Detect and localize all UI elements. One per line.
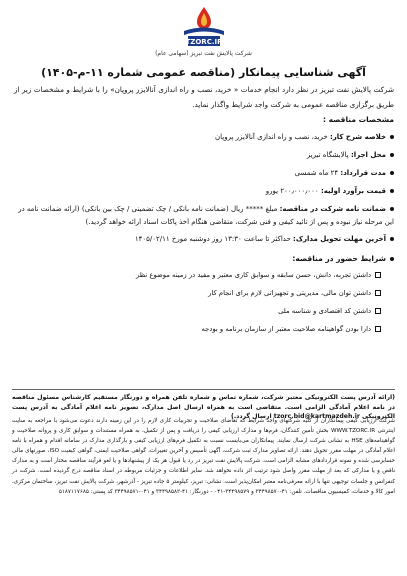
bullet-icon bbox=[390, 207, 394, 211]
conditions-heading: شرایط حضور در مناقصه: bbox=[292, 254, 394, 263]
checkbox-icon bbox=[375, 308, 381, 314]
spec-item-estimate: قیمت برآورد اولیه: ۲۰۰٫۰۰۰٫۰۰۰ یورو bbox=[14, 185, 394, 198]
bullet-icon bbox=[390, 171, 394, 175]
logo-text: TZORC.IR bbox=[185, 38, 223, 46]
bullet-icon bbox=[390, 153, 394, 157]
spec-item-location: محل اجرا: پالایشگاه تبریز bbox=[14, 149, 394, 162]
body-paragraph: شرکت ارزیابی کیفی پیمانکاران از کلیه شرکتهای واجد شرایط که تقاضای صلاحیت و تجربیات کاری لازم را در این زمینه دارند دعوت می‌شود با مراجعه به سایت اینترنتی WWW.TZORC.IR بخش تأمین کنندگان، فرم‌ها و مدارک ارزیابی کیفی را دریافت و پس از تکمیل، به همراه مستندات و سوابق کاری و پروانه صلاحیت و گواهینامه‌های HSE به نشانی شرکت ارسال نمایند. پیمانکاران می‌بایست نسبت به تکمیل فرم‌های ارزیابی کیفی و بارگذاری مدارک در سامانه اقدام و همراه با نامه اعلام آمادگی در مهلت مقرر تحویل دهند. ارائه تصاویر مدارک ثبت شرکت، آگهی تأسیس و آخرین تغییرات، گواهی صلاحیت ایمنی، گواهی کیفیت ISO، صورتهای مالی حسابرسی شده و نمونه قراردادهای مشابه الزامی است. شرکت پالایش نفت تبریز در رد یا قبول هر یک از پیشنهادها و یا لغو فرآیند مناقصه مختار است و به مدارک ناقص و یا مدارکی که بعد از مهلت مقرر واصل شود ترتیب اثر داده نخواهد شد. سایر اطلاعات و جزئیات مربوطه در اسناد مناقصه درج گردیده است. شرکت در کنفرانس و جلسات توجیهی تنها با ارائه معرفی‌نامه معتبر امکان‌پذیر است. نشانی: تبریز، کیلومتر ۵ جاده تبریز - آذرشهر، شرکت پالایش نفت تبریز، ساختمان مرکزی، امور کالا و خدمات، کمیسیون مناقصات. تلفن: ۴۱-۳۴۴۹۸۵۷۰ و ۳۴۴۹۸۵۷۹-۰۴۱ - دورنگار: ۴۱-۳۴۴۹۸۵۸۲ و ۰۴۱-۳۴۴۹۸۵۷۱ کد پستی: ۵۱۸۷۱۱۷۶۸۵ bbox=[12, 418, 395, 495]
condition-item: داشتن کد اقتصادی و شناسه ملی bbox=[278, 307, 381, 315]
spec-item-guarantee: ضمانت نامه شرکت در مناقصه: مبلغ ***** ریال (ضمانت نامه بانکی / چک تضمینی / چک بین بانکی) (ارائه ضمانت نامه در این مرحله نیاز نبوده و پس از تائید کیفی و فنی شرکت، متقاضی هنگام اخذ پاکات اسناد ارائه خواهد گردید.) bbox=[18, 205, 394, 226]
condition-item: داشتن توان مالی، مدیریتی و تجهیزاتی لازم برای انجام کار bbox=[208, 289, 381, 297]
spec-item-deadline: آخرین مهلت تحویل مدارک: حداکثر تا ساعت ۱۳:۳۰ روز دوشنبه مورخ ۱۴۰۵/۰۲/۱۱ bbox=[14, 233, 394, 246]
intro-paragraph: شرکت پالایش نفت تبریز در نظر دارد انجام خدمات « خرید، نصب و راه اندازی آنالایزر پروپان» را با شرایط و مشخصات زیر از طریق برگزاری مناقصه عمومی به شرکت واجد شرایط واگذار نماید. bbox=[14, 85, 394, 109]
checkbox-icon bbox=[375, 272, 381, 278]
bullet-icon bbox=[390, 189, 394, 193]
bullet-icon bbox=[390, 135, 394, 139]
page-title: آگهی شناسایی پیمانکار (مناقصه عمومی شماره ۱۱-م-۱۴۰۵) bbox=[41, 66, 366, 79]
spec-item-duration: مدت قرارداد: ۲۴ ماه شمسی bbox=[14, 167, 394, 180]
checkbox-icon bbox=[375, 326, 381, 332]
header bbox=[0, 2, 407, 64]
company-name: شرکت پالایش نفت تبریز (سهامی عام) bbox=[155, 50, 252, 57]
bullet-icon bbox=[390, 237, 394, 241]
spec-item-summary: خلاصه شرح کار: خرید، نصب و راه اندازی آنالایزر پروپان bbox=[14, 131, 394, 144]
company-logo-icon bbox=[176, 4, 232, 48]
specs-heading: مشخصات مناقصه : bbox=[322, 115, 394, 124]
checkbox-icon bbox=[375, 290, 381, 296]
divider bbox=[12, 389, 395, 390]
condition-item: دارا بودن گواهینامه صلاحیت معتبر از سازمان برنامه و بودجه bbox=[201, 325, 381, 333]
bullet-icon bbox=[390, 257, 394, 261]
condition-item: داشتن تجربه، دانش، حسن سابقه و سوابق کاری معتبر و مفید در زمینه موضوع نظر bbox=[136, 271, 381, 279]
notice-paragraph: (ارائه آدرس پست الکترونیکی معتبر شرکت، شماره تماس و شماره تلفن همراه و دورنگار مستقیم کارشناس مسئول مناقصه در نامه اعلام آمادگی الزامی است. متقاضی است به همراه ارسال اصل مدارک، تصویر نامه اعلام آمادگی به آدرس پست الکترونیکی tzorc.bid@kartmazdeh.ir ارسال گردد.) bbox=[12, 394, 395, 420]
